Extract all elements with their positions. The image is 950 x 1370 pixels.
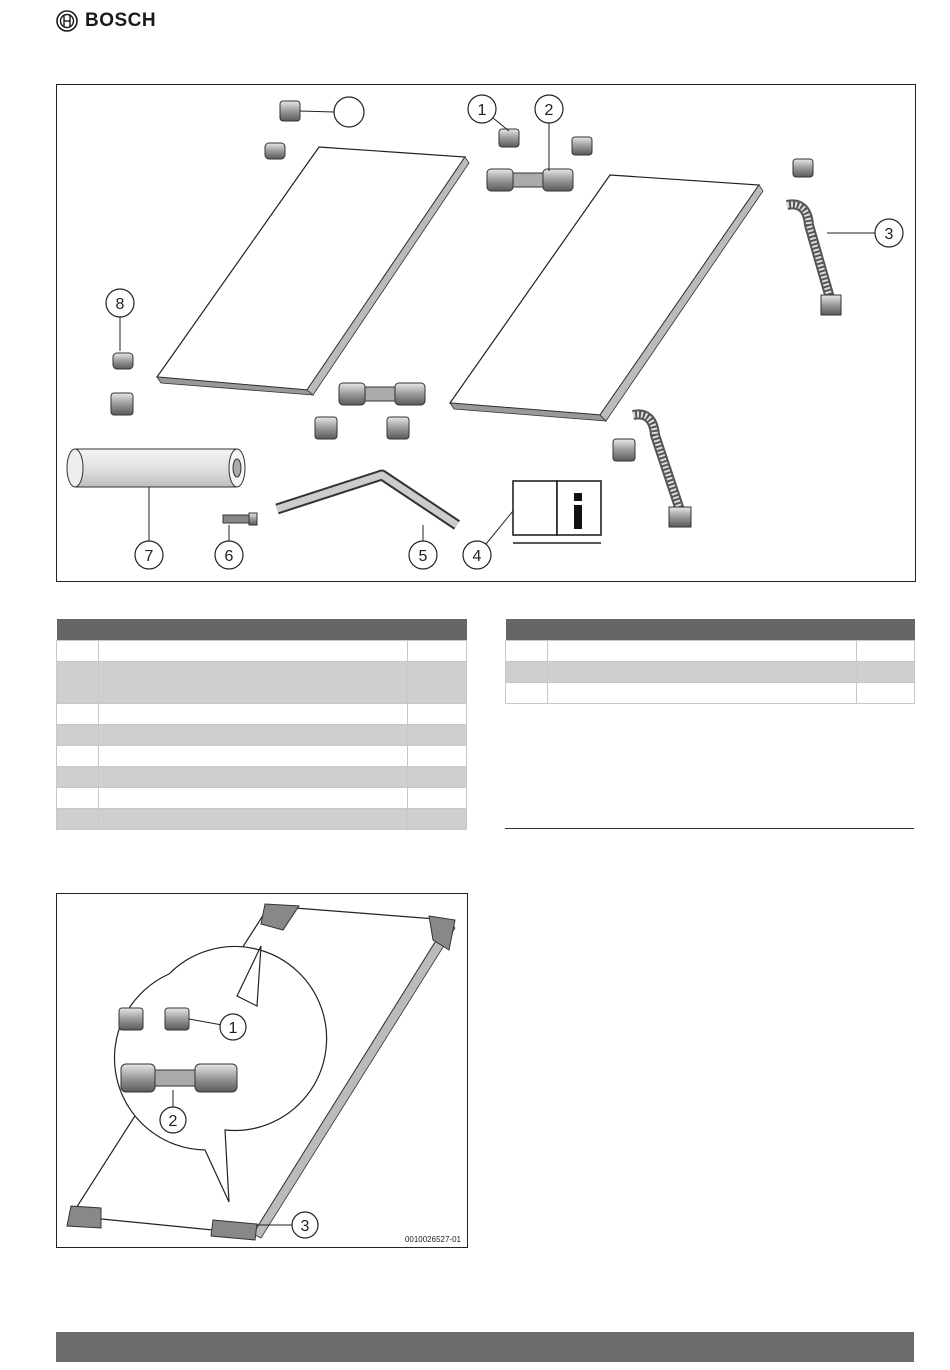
manual-icon xyxy=(513,481,601,543)
callout-leader-line xyxy=(300,111,334,112)
clip-icon xyxy=(387,417,409,439)
callout-label: 6 xyxy=(224,548,234,565)
callout-label: 3 xyxy=(884,226,894,243)
packaging-illustration xyxy=(57,894,467,1247)
parts-table-left xyxy=(56,619,467,830)
table-row xyxy=(57,767,467,788)
divider xyxy=(505,828,914,829)
table-row xyxy=(506,662,915,683)
screw-icon xyxy=(223,513,257,525)
callout-circle-empty xyxy=(334,97,364,127)
callout-4 xyxy=(463,511,513,569)
callout-8 xyxy=(106,289,134,351)
callout-6 xyxy=(215,525,243,569)
footer-bar xyxy=(56,1332,914,1362)
collector-panel-right xyxy=(450,175,763,421)
plug-icon xyxy=(113,353,133,369)
clip-icon xyxy=(572,137,592,155)
callout-label: 8 xyxy=(115,296,125,313)
clip-icon xyxy=(315,417,337,439)
clip-icon xyxy=(119,1008,143,1030)
parts-illustration xyxy=(57,85,915,581)
callout-1 xyxy=(468,95,509,131)
collector-panel-left xyxy=(157,147,469,395)
callout-label: 2 xyxy=(544,102,554,119)
table-row xyxy=(57,788,467,809)
clip-icon xyxy=(111,393,133,415)
callout-label: 7 xyxy=(144,548,154,565)
clip-icon xyxy=(793,159,813,177)
table-header-row xyxy=(506,619,915,641)
insulation-tube-icon xyxy=(67,449,245,487)
parts-table-right xyxy=(505,619,915,704)
bosch-logo-icon xyxy=(56,10,78,32)
brand-name: BOSCH xyxy=(85,10,157,31)
callout-label: 1 xyxy=(228,1020,238,1037)
table-row xyxy=(506,683,915,704)
hex-key-icon xyxy=(277,475,457,525)
callout-5 xyxy=(409,525,437,569)
table-header-row xyxy=(57,619,467,641)
table-row xyxy=(57,662,467,704)
table-row xyxy=(57,725,467,746)
callout-2 xyxy=(535,95,563,171)
table-row xyxy=(57,746,467,767)
parts-illustration-figure xyxy=(56,84,916,582)
table-row xyxy=(506,641,915,662)
connector-icon xyxy=(339,383,425,405)
callout-3 xyxy=(827,219,903,247)
callout-label: 1 xyxy=(477,102,487,119)
clip-icon xyxy=(499,129,519,147)
plug-icon xyxy=(265,143,285,159)
table-row xyxy=(57,704,467,725)
brand-header xyxy=(56,8,156,34)
connector-icon xyxy=(487,169,573,191)
flexible-hose-icon xyxy=(633,414,691,527)
figure-id: 0010026527-01 xyxy=(404,1235,461,1244)
callout-7 xyxy=(135,487,163,569)
callout-label: 2 xyxy=(168,1113,178,1130)
callout-label: 5 xyxy=(418,548,428,565)
clip-icon xyxy=(280,101,300,121)
callout-label: 4 xyxy=(472,548,482,565)
clip-icon xyxy=(165,1008,189,1030)
callout-label: 3 xyxy=(300,1218,310,1235)
table-row xyxy=(57,641,467,662)
packaging-illustration-figure xyxy=(56,893,468,1248)
clip-icon xyxy=(613,439,635,461)
table-row xyxy=(57,809,467,830)
flexible-hose-icon xyxy=(787,204,841,315)
